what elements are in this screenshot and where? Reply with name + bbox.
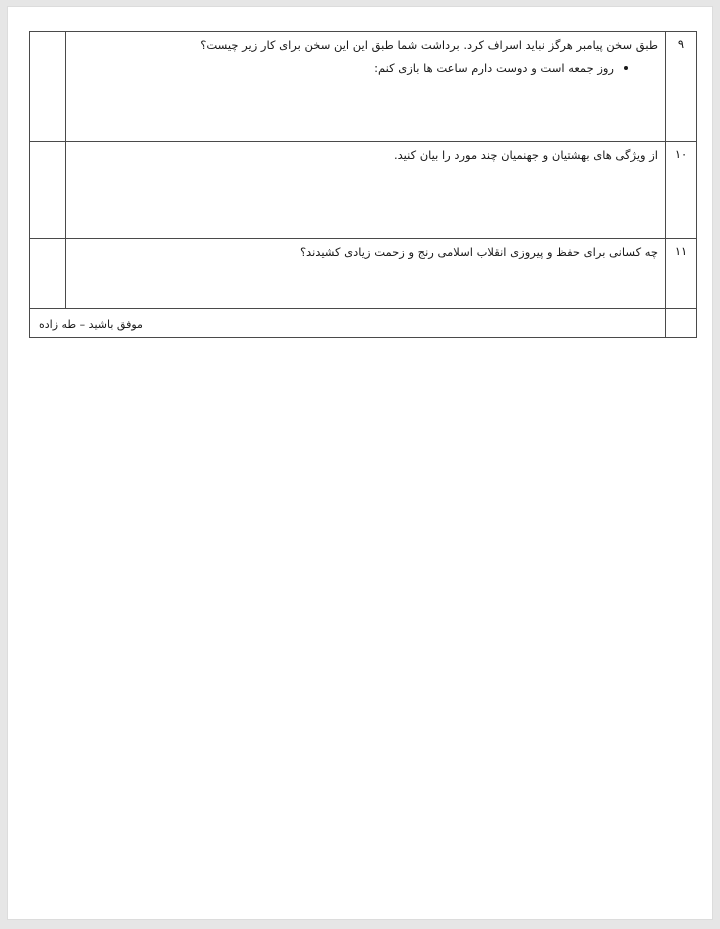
question-body-cell: [66, 32, 666, 142]
question-number-cell: ۹: [666, 32, 697, 142]
document-sheet: [8, 7, 712, 919]
margin-cell: [30, 142, 66, 239]
margin-cell: [30, 32, 66, 142]
question-number-cell: ۱۱: [666, 239, 697, 309]
question-text: طبق سخن پیامبر هرگز نباید اسراف کرد. برداشت شما طبق این این سخن برای کار زیر چیست؟: [200, 38, 658, 52]
table-row-footer: [30, 309, 697, 338]
question-number-cell: ۱۰: [666, 142, 697, 239]
signoff-text: موفق باشید – طه زاده: [39, 318, 143, 331]
question-body-cell: [66, 142, 666, 239]
list-item: [73, 60, 628, 78]
question-text: از ویژگی های بهشتیان و جهنمیان چند مورد را بیان کنید.: [393, 148, 658, 162]
list-item-label: روز جمعه است و دوست دارم ساعت ها بازی کنم:: [374, 60, 614, 75]
table-row: [30, 142, 697, 239]
question-bullet-list: [73, 60, 658, 78]
table-row: [30, 32, 697, 142]
exam-question-table: [29, 31, 697, 338]
footer-cell: [30, 309, 666, 338]
question-body-cell: [66, 239, 666, 309]
bullet-dot-icon: [624, 66, 628, 70]
footer-number-cell: [666, 309, 697, 338]
margin-cell: [30, 239, 66, 309]
question-text: چه کسانی برای حفظ و پیروزی انقلاب اسلامی رنج و زحمت زیادی کشیدند؟: [299, 245, 658, 259]
table-row: [30, 239, 697, 309]
